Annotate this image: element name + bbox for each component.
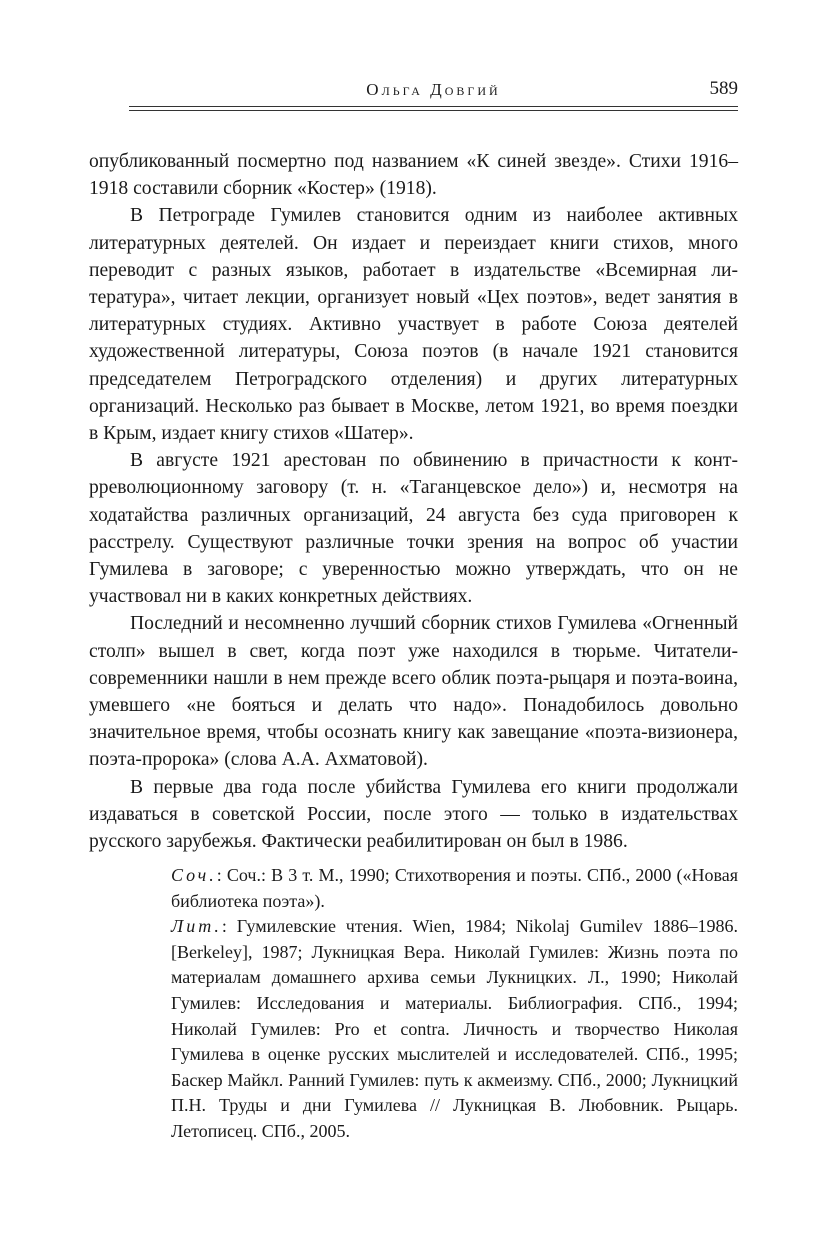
bibliography-works (171, 863, 738, 914)
literature-text: : Гумилевские чтения. Wien, 1984; Nikolaj Gumilev 1886–1986. [Berkeley], 1987; Лукницкая Вера. Николай Гумилев: Жизнь поэта по материалам домашнего архива семьи Лукницких. Л., 1990; Николай Гумилев: Исследования и материалы. Библиография. СПб., 1994; Николай Гумилев: Pro et contra. Личность и творчество Николая Гумилева в оценке русских мыслителей и исследователей. СПб., 1995; Баскер Майкл. Ранний Гумилев: путь к акмеизму. СПб., 2000; Лукницкий П.Н. Труды и дни Гумилева // Лукницкая В. Любовник. Рыцарь. Летописец. СПб., 2005. (171, 916, 738, 1141)
bibliography-literature (171, 914, 738, 1144)
header-double-rule (129, 106, 738, 111)
paragraph-petrograd: В Петрограде Гумилев становится одним из наиболее активных литературных деятелей. Он издает и переиздает книги стихов, много переводит с разных языков, работает в издательстве «Всемирная литература», читает лекции, организует новый «Цех поэтов», ведет занятия в литературных студиях. Активно участвует в работе Союза деятелей художественной литературы, Союза поэтов (в начале 1921 становится председателем Петроградского отделения) и других литературных организаций. Несколько раз бывает в Москве, летом 1921, во время поездки в Крым, издает книгу стихов «Шатер». (89, 205, 738, 445)
paragraph-arrest: В августе 1921 арестован по обвинению в причастности к контрреволюционному заговору (т. н. «Таганцевское дело») и, несмотря на ходатайства различных организаций, 24 августа без суда приговорен к расстрелу. Существуют различные точки зрения на вопрос об участии Гумилева в заговоре; с уверенностью можно утверждать, что он не участвовал ни в каких конкретных действиях. (89, 450, 738, 608)
literature-label: Лит. (171, 916, 222, 937)
running-header (129, 78, 738, 118)
works-text: : Соч.: В 3 т. М., 1990; Стихотворения и поэты. СПб., 2000 («Новая библиотека поэта»). (171, 865, 738, 911)
bibliography (171, 863, 738, 1145)
main-text (89, 148, 738, 855)
works-label: Соч. (171, 865, 217, 885)
paragraph-posthumous: В первые два года после убийства Гумилева его книги продолжали издаваться в советской России, после этого — только в издательствах русского зарубежья. Фактически реабилитирован он был в 1986. (89, 776, 738, 853)
running-header-author: Ольга Довгий (366, 80, 501, 99)
paragraph-last-collection: Последний и несомненно лучший сборник стихов Гумилева «Огненный столп» вышел в свет, когда поэт уже находился в тюрьме. Читатели-современники нашли в нем прежде всего облик поэта-рыцаря и поэта-воина, умевшего «не бояться и делать что надо». Понадобилось довольно значительное время, чтобы осознать книгу как завещание «поэта-визионера, поэта-пророка» (слова А.А. Ахматовой). (89, 613, 738, 771)
page-number: 589 (709, 78, 738, 99)
paragraph-continuation: опубликованный посмертно под названием «К синей звезде». Стихи 1916–1918 составили сборник «Костер» (1918). (89, 151, 738, 200)
